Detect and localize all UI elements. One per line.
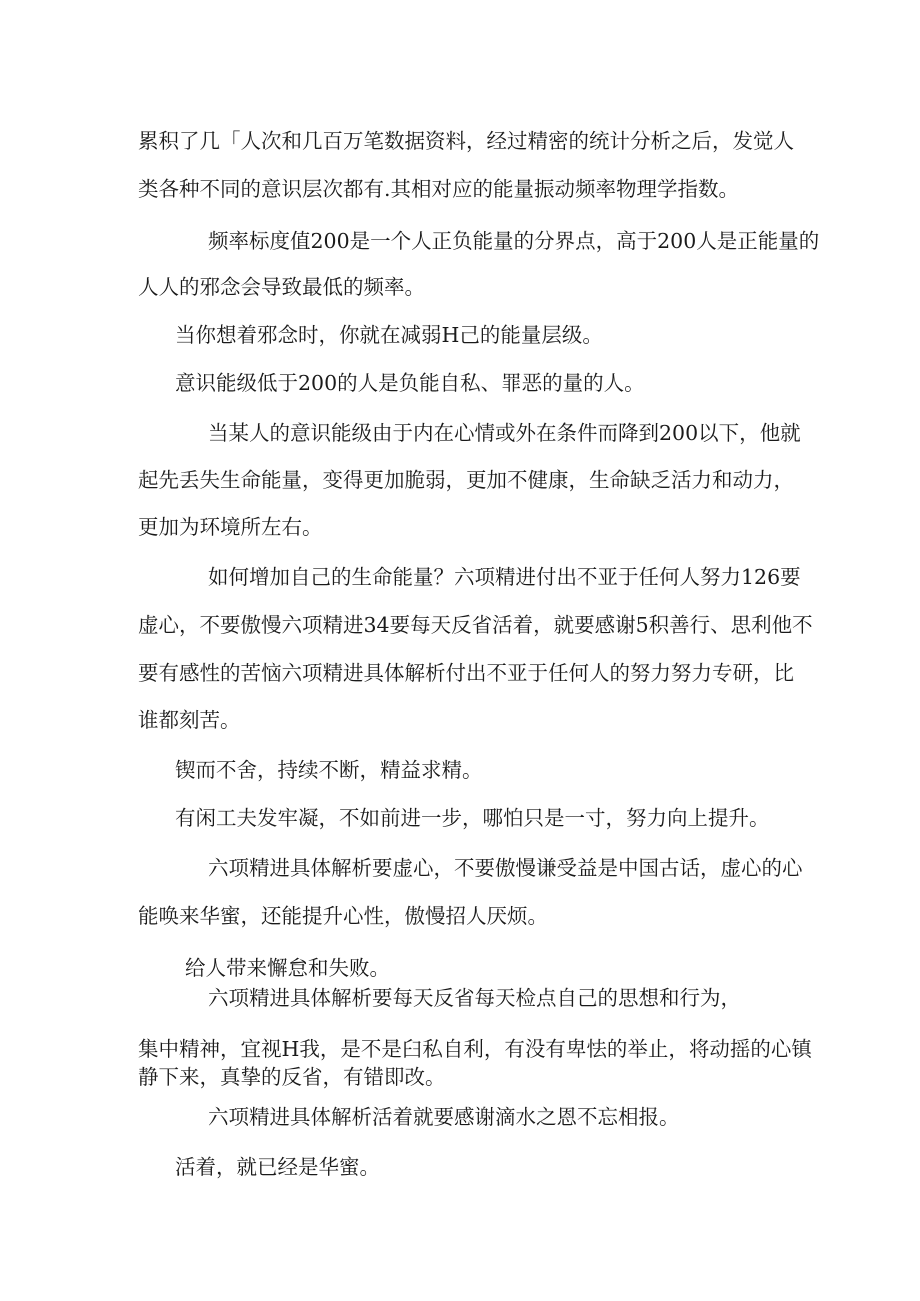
text-line-17: 能唤来华蜜，还能提升心性，傲慢招人厌烦。 [138, 904, 548, 928]
text-line-7: 当某人的意识能级由于内在心情或外在条件而降到200以下，他就 [208, 421, 801, 445]
text-line-9: 更加为环境所左右。 [138, 515, 323, 539]
text-line-10: 如何增加自己的生命能量？六项精进付出不亚于任何人努力126要 [208, 565, 801, 589]
text-line-22: 六项精进具体解析活着就要感谢滴水之恩不忘相报。 [208, 1105, 680, 1129]
text-line-3: 频率标度值200是一个人正负能量的分界点，高于200人是正能量的 [208, 229, 820, 253]
text-line-2: 类各种不同的意识层次都有.其相对应的能量振动频率物理学指数。 [138, 177, 740, 201]
text-line-14: 锲而不舍，持续不断，精益求精。 [175, 758, 483, 782]
text-line-18: 给人带来懈怠和失败。 [185, 956, 390, 980]
text-line-6: 意识能级低于200的人是负能自私、罪恶的量的人。 [175, 371, 645, 395]
text-line-20: 集中精神，宜视H我，是不是臼私自利，有没有卑怯的举止，将动摇的心镇 [138, 1037, 812, 1061]
text-line-11: 虚心，不要傲慢六项精进34要每天反省活着，就要感谢5积善行、思利他不 [138, 613, 813, 637]
text-line-23: 活着，就已经是华蜜。 [175, 1155, 380, 1179]
text-line-12: 要有感性的苦恼六项精进具体解析付出不亚于任何人的努力努力专研，比 [138, 661, 794, 685]
text-line-13: 谁都刻苦。 [138, 708, 241, 732]
text-line-19: 六项精进具体解析要每天反省每天检点自己的思想和行为， [208, 986, 741, 1010]
text-line-8: 起先丢失生命能量，变得更加脆弱，更加不健康，生命缺乏活力和动力， [138, 468, 794, 492]
text-line-4: 人人的邪念会导致最低的频率。 [138, 275, 425, 299]
text-line-1: 累积了几「人次和几百万笔数据资料，经过精密的统计分析之后，发觉人 [138, 129, 794, 153]
text-line-21: 静下来，真挚的反省，有错即改。 [138, 1065, 446, 1089]
text-line-15: 有闲工夫发牢凝，不如前进一步，哪怕只是一寸，努力向上提升。 [175, 806, 770, 830]
text-line-5: 当你想着邪念时，你就在减弱H己的能量层级。 [175, 323, 603, 347]
text-line-16: 六项精进具体解析要虚心，不要傲慢谦受益是中国古话，虚心的心 [208, 856, 803, 880]
